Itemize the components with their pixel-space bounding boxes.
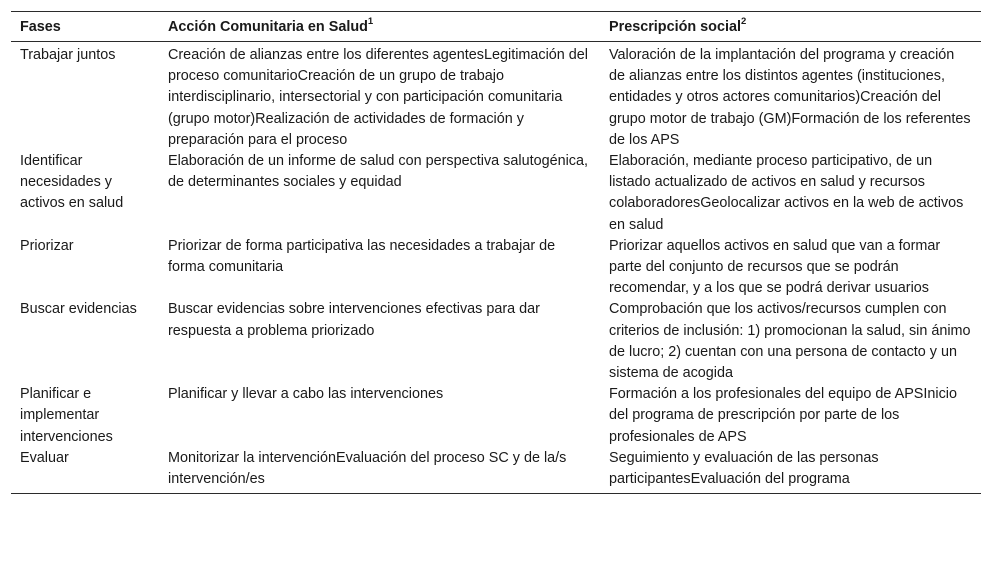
cell-accion: Planificar y llevar a cabo las intervenciones [168,386,444,403]
cell-accion: Buscar evidencias sobre intervenciones efectivas para dar respuesta a problema priorizado [168,301,540,339]
cell-prescripcion: Priorizar aquellos activos en salud que van a formar parte del conjunto de recursos que se podrán recomendar, y a los que se podrá derivar usuarios [609,237,941,297]
table-row [11,151,981,236]
table-row [11,448,981,494]
header-prescripcion-label: Prescripción social [609,19,741,35]
table-row [11,384,981,448]
cell-accion: Monitorizar la intervenciónEvaluación del proceso SC y de la/s intervención/es [168,449,567,488]
header-fases-label: Fases [20,19,61,35]
cell-prescripcion: Comprobación que los activos/recursos cumplen con criterios de inclusión: 1) promocionan la salud, sin ánimo de lucro; 2) cuentan con una persona de contacto y un sistema de acogida [609,301,971,382]
table-body [11,42,981,494]
cell-accion: Priorizar de forma participativa las necesidades a trabajar de forma comunitaria [168,237,556,276]
header-accion-comunitaria [159,12,600,42]
header-row [11,12,981,42]
cell-prescripcion: Seguimiento y evaluación de las personas participantesEvaluación del programa [609,449,879,488]
cell-prescripcion: Formación a los profesionales del equipo de APSInicio del programa de prescripción por parte de los profesionales de APS [609,386,957,445]
phases-table [11,11,981,494]
cell-accion: Elaboración de un informe de salud con perspectiva salutogénica, de determinantes sociales y equidad [168,153,588,191]
table-header [11,12,981,42]
header-fases [11,12,159,42]
table-row [11,236,981,300]
header-prescripcion-social [600,12,981,42]
cell-prescripcion: Valoración de la implantación del programa y creación de alianzas entre los distintos agentes (instituciones, entidades y otros actores comunitarios)Creación del grupo motor de trabajo (GM)Formación de los referentes de los APS [609,47,971,148]
cell-fase: Planificar e implementar intervenciones [20,386,113,445]
cell-prescripcion: Elaboración, mediante proceso participativo, de un listado actualizado de activos en salud y recursos colaboradoresGeolocalizar activos en la web de activos en salud [609,153,964,233]
header-accion-label: Acción Comunitaria en Salud [168,19,368,35]
cell-fase: Priorizar [20,237,74,254]
table-row [11,299,981,384]
cell-accion: Creación de alianzas entre los diferentes agentesLegitimación del proceso comunitarioCreación de un grupo de trabajo interdisciplinario, intersectorial y con participación comunitaria (grupo motor)Realización de actividades de formación y preparación para el proceso [168,47,588,148]
footnote-ref-2: 2 [740,16,747,28]
cell-fase: Evaluar [20,449,69,466]
footnote-ref-1: 1 [367,16,374,28]
cell-fase: Buscar evidencias [20,301,137,318]
cell-fase: Trabajar juntos [20,47,116,63]
cell-fase: Identificar necesidades y activos en salud [20,153,124,212]
table-row [11,42,981,152]
